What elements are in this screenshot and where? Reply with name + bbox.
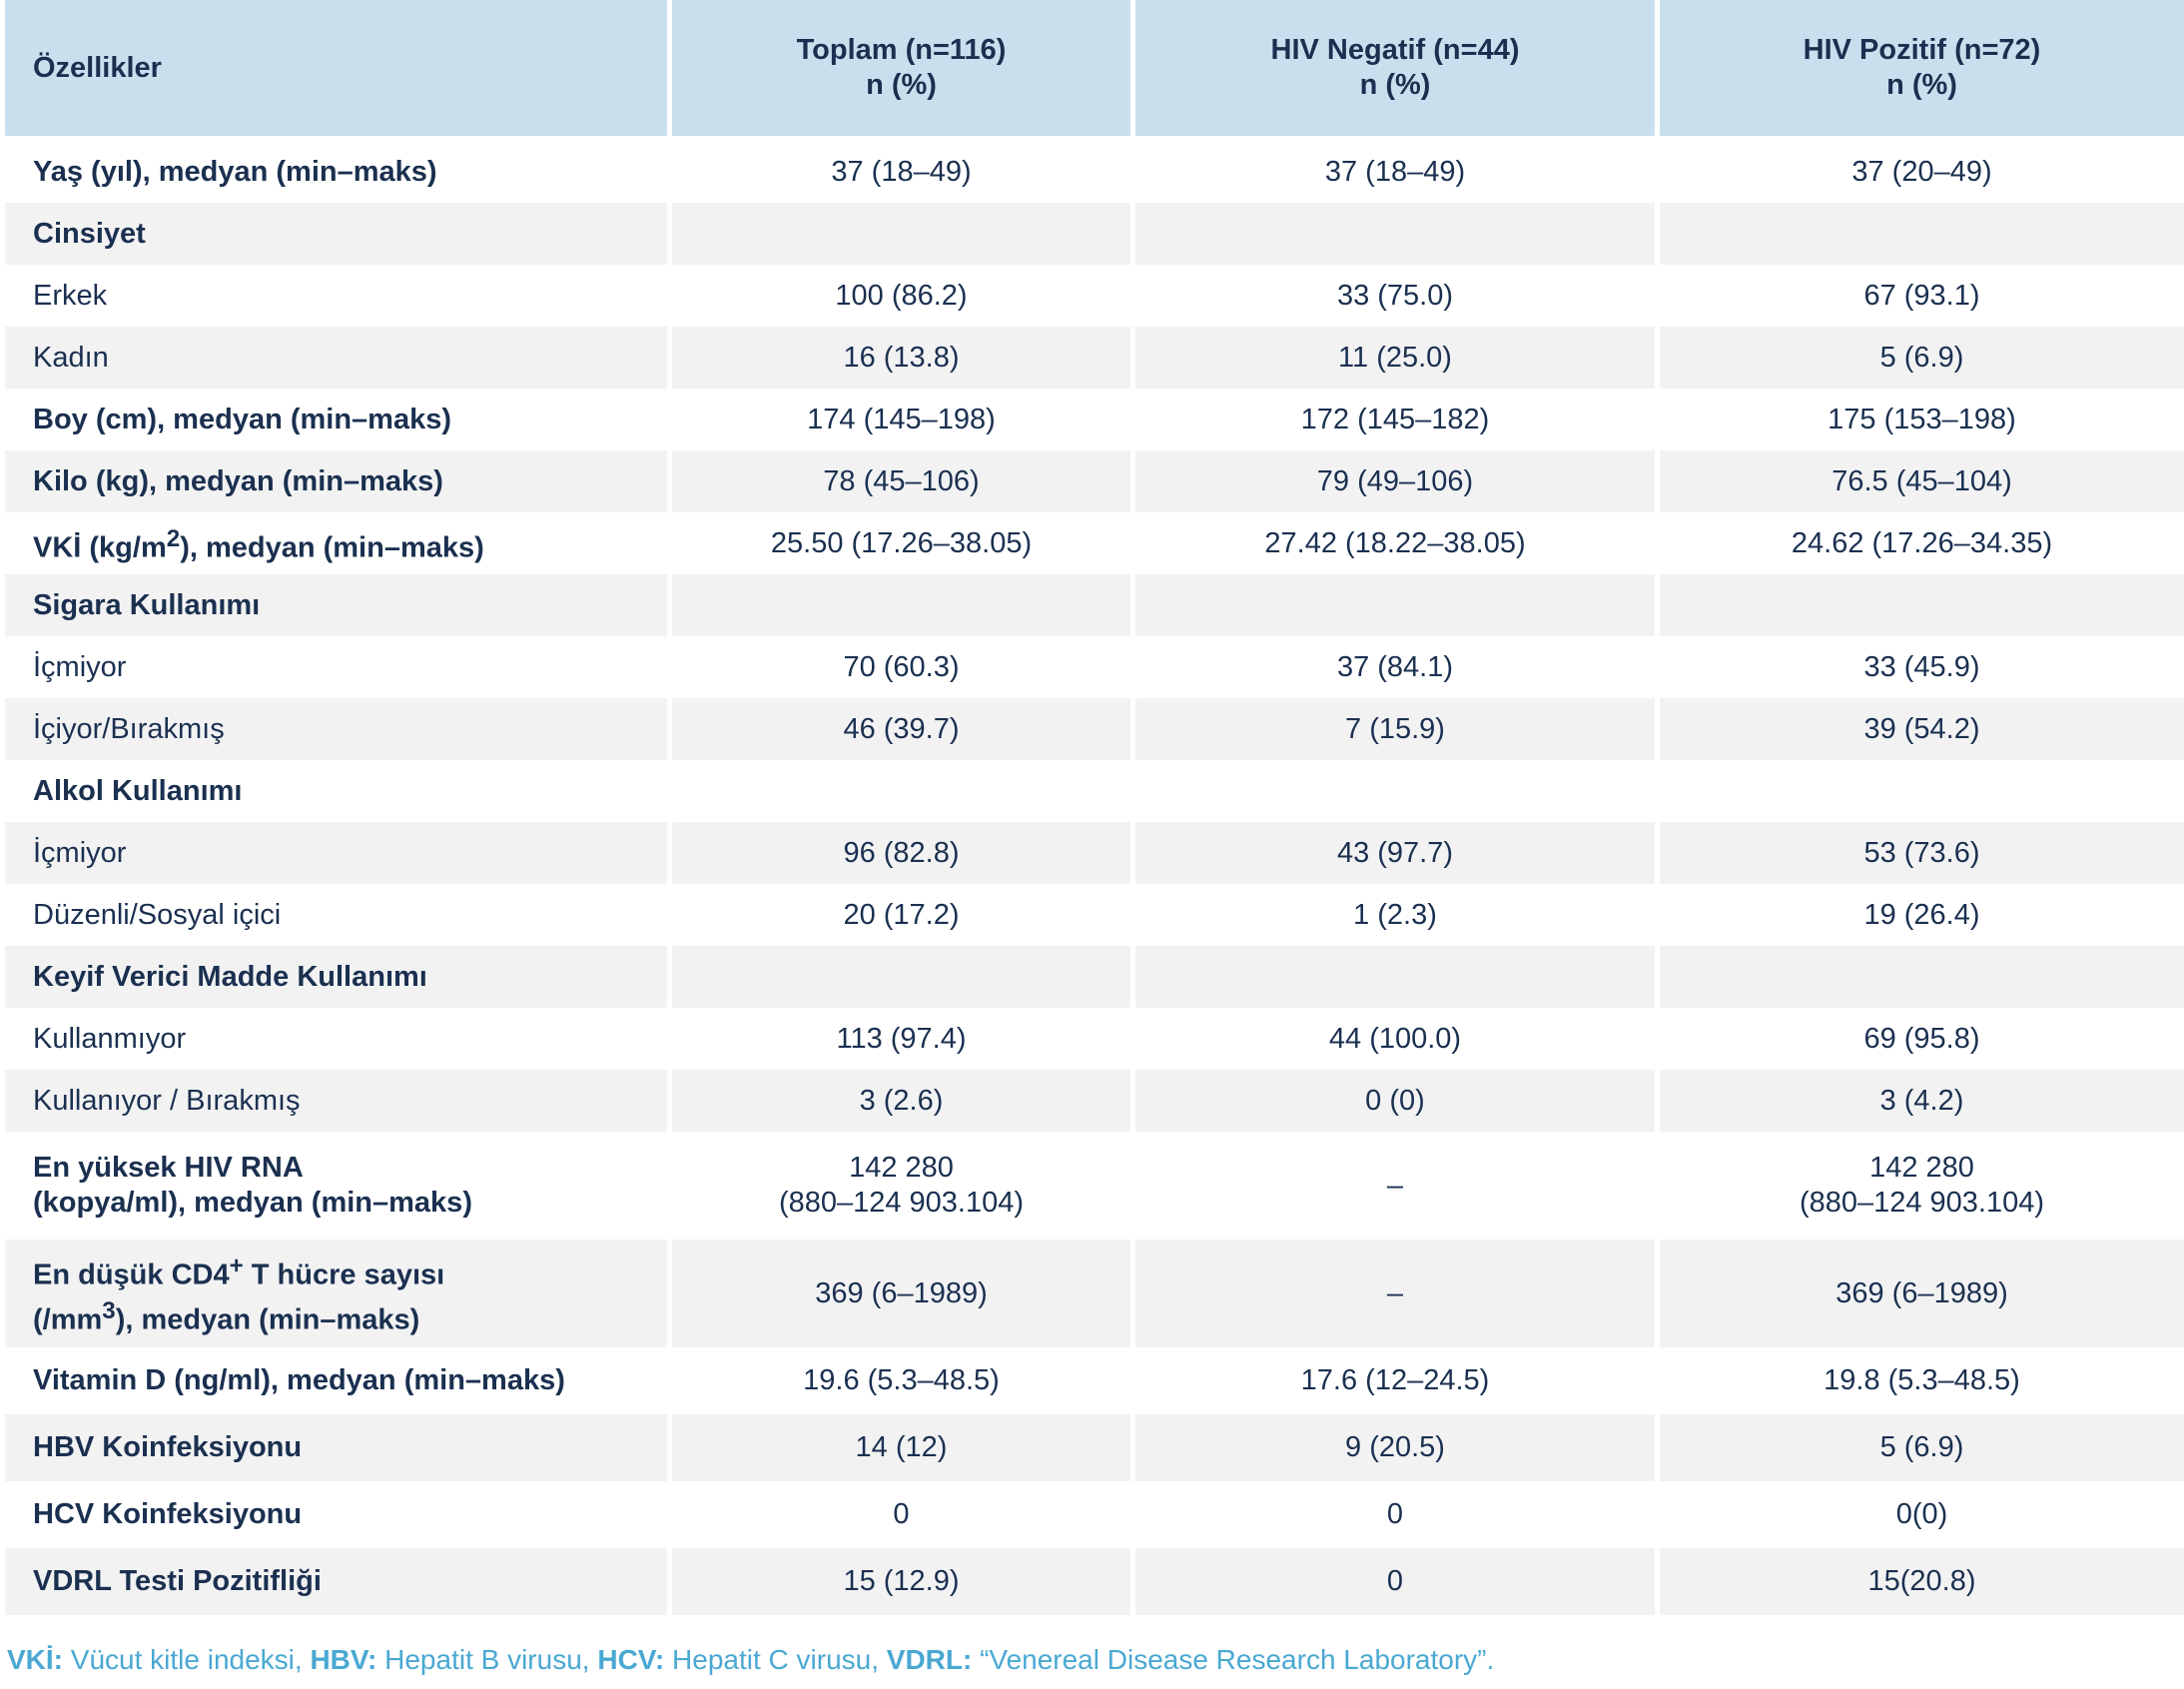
row-label: İçmiyor: [5, 636, 672, 698]
row-label: İçmiyor: [5, 822, 672, 884]
cell-total: [672, 203, 1135, 265]
row-label: VKİ $(kg/m^2)$, medyan (min–maks): [5, 512, 672, 574]
row-label: Kadın: [5, 327, 672, 389]
cell-total: 16 (13.8): [672, 327, 1135, 389]
table-row-user: [5, 1070, 2184, 1132]
header-characteristics: Özellikler: [5, 0, 672, 141]
row-label: Cinsiyet: [5, 203, 672, 265]
characteristics-table-container: [5, 0, 2184, 1615]
table-row-cd4: [5, 1240, 2184, 1347]
table-footnote: VKİ: Vücut kitle indeksi, HBV: Hepatit B virusu, HCV: Hepatit C virusu, VDRL: “Venereal Disease Research Laboratory”.: [7, 1644, 1495, 1675]
cell-negative: [1135, 946, 1660, 1008]
cell-positive: 0(0): [1660, 1481, 2184, 1548]
cell-negative: 0: [1135, 1481, 1660, 1548]
cell-total: 25.50 (17.26–38.05): [672, 512, 1135, 574]
row-label: Boy (cm), medyan (min–maks): [5, 389, 672, 450]
table-row-non-drinker: [5, 822, 2184, 884]
cell-negative: 9 (20.5): [1135, 1414, 1660, 1481]
table-row-non-user: [5, 1008, 2184, 1070]
cell-total: 78 (45–106): [672, 450, 1135, 512]
cell-total: 70 (60.3): [672, 636, 1135, 698]
cell-total: 37 (18–49): [672, 141, 1135, 203]
table-row-drinker: [5, 884, 2184, 946]
cell-positive: 33 (45.9): [1660, 636, 2184, 698]
row-label: Erkek: [5, 265, 672, 327]
header-total: Toplam (n=116) n (%): [672, 0, 1135, 141]
cell-negative: 11 (25.0): [1135, 327, 1660, 389]
table-row-alcohol-heading: [5, 760, 2184, 822]
cell-negative: 0 (0): [1135, 1070, 1660, 1132]
cell-total: 15 (12.9): [672, 1548, 1135, 1615]
cell-total: 3 (2.6): [672, 1070, 1135, 1132]
table-row-smoking-heading: [5, 574, 2184, 636]
cell-total: 0: [672, 1481, 1135, 1548]
cell-positive: [1660, 946, 2184, 1008]
cell-negative: 37 (84.1): [1135, 636, 1660, 698]
cell-total: [672, 946, 1135, 1008]
row-label: Kilo (kg), medyan (min–maks): [5, 450, 672, 512]
table-row-hbv: [5, 1414, 2184, 1481]
row-label: Sigara Kullanımı: [5, 574, 672, 636]
row-label: Kullanmıyor: [5, 1008, 672, 1070]
row-label: Kullanıyor / Bırakmış: [5, 1070, 672, 1132]
row-label: Vitamin D (ng/ml), medyan (min–maks): [5, 1347, 672, 1414]
row-label: Düzenli/Sosyal içici: [5, 884, 672, 946]
row-label: HBV Koinfeksiyonu: [5, 1414, 672, 1481]
table-row-female: [5, 327, 2184, 389]
row-label: VDRL Testi Pozitifliği: [5, 1548, 672, 1615]
characteristics-table: [5, 0, 2184, 1615]
table-row-smoker: [5, 698, 2184, 760]
cell-negative: [1135, 203, 1660, 265]
cell-negative: 27.42 (18.22–38.05): [1135, 512, 1660, 574]
cell-total: 19.6 (5.3–48.5): [672, 1347, 1135, 1414]
cell-positive: 5 (6.9): [1660, 1414, 2184, 1481]
cell-negative: 7 (15.9): [1135, 698, 1660, 760]
cell-positive: [1660, 760, 2184, 822]
cell-negative: 44 (100.0): [1135, 1008, 1660, 1070]
cell-total: 14 (12): [672, 1414, 1135, 1481]
cell-negative: –: [1135, 1132, 1660, 1240]
table-row-height: [5, 389, 2184, 450]
cell-total: 20 (17.2): [672, 884, 1135, 946]
table-row-sex-heading: [5, 203, 2184, 265]
cell-negative: 17.6 (12–24.5): [1135, 1347, 1660, 1414]
cell-positive: 175 (153–198): [1660, 389, 2184, 450]
table-row-hiv-rna: [5, 1132, 2184, 1240]
row-label: En düşük CD4+ T hücre sayısı $(/mm^3)$, medyan (min–maks): [5, 1240, 672, 1347]
cell-negative: [1135, 760, 1660, 822]
cell-positive: 15(20.8): [1660, 1548, 2184, 1615]
cell-negative: 0: [1135, 1548, 1660, 1615]
cell-positive: 76.5 (45–104): [1660, 450, 2184, 512]
cell-negative: 43 (97.7): [1135, 822, 1660, 884]
table-row-age: [5, 141, 2184, 203]
cell-total: 96 (82.8): [672, 822, 1135, 884]
table-row-vdrl: [5, 1548, 2184, 1615]
row-label: İçiyor/Bırakmış: [5, 698, 672, 760]
cell-positive: 39 (54.2): [1660, 698, 2184, 760]
cell-total: 113 (97.4): [672, 1008, 1135, 1070]
row-label: Yaş (yıl), medyan (min–maks): [5, 141, 672, 203]
row-label: HCV Koinfeksiyonu: [5, 1481, 672, 1548]
table-row-bmi: [5, 512, 2184, 574]
row-label: Keyif Verici Madde Kullanımı: [5, 946, 672, 1008]
cell-negative: 37 (18–49): [1135, 141, 1660, 203]
cell-positive: 24.62 (17.26–34.35): [1660, 512, 2184, 574]
cell-positive: 67 (93.1): [1660, 265, 2184, 327]
cell-positive: 19.8 (5.3–48.5): [1660, 1347, 2184, 1414]
cell-positive: 69 (95.8): [1660, 1008, 2184, 1070]
table-row-non-smoker: [5, 636, 2184, 698]
cell-total: 142 280 (880–124 903.104): [672, 1132, 1135, 1240]
cell-total: [672, 574, 1135, 636]
cell-total: 46 (39.7): [672, 698, 1135, 760]
table-row-hcv: [5, 1481, 2184, 1548]
cell-positive: 19 (26.4): [1660, 884, 2184, 946]
cell-positive: 369 (6–1989): [1660, 1240, 2184, 1347]
cell-total: [672, 760, 1135, 822]
cell-positive: 142 280 (880–124 903.104): [1660, 1132, 2184, 1240]
cell-total: 100 (86.2): [672, 265, 1135, 327]
cell-total: 369 (6–1989): [672, 1240, 1135, 1347]
cell-positive: 53 (73.6): [1660, 822, 2184, 884]
table-row-weight: [5, 450, 2184, 512]
cell-negative: 33 (75.0): [1135, 265, 1660, 327]
cell-negative: –: [1135, 1240, 1660, 1347]
table-row-male: [5, 265, 2184, 327]
cell-total: 174 (145–198): [672, 389, 1135, 450]
header-hiv-positive: HIV Pozitif (n=72) n (%): [1660, 0, 2184, 141]
cell-positive: [1660, 203, 2184, 265]
row-label: Alkol Kullanımı: [5, 760, 672, 822]
table-row-substance-heading: [5, 946, 2184, 1008]
table-header: [5, 0, 2184, 141]
cell-negative: 172 (145–182): [1135, 389, 1660, 450]
cell-negative: 1 (2.3): [1135, 884, 1660, 946]
header-hiv-negative: HIV Negatif (n=44) n (%): [1135, 0, 1660, 141]
cell-positive: 3 (4.2): [1660, 1070, 2184, 1132]
cell-positive: 37 (20–49): [1660, 141, 2184, 203]
cell-positive: 5 (6.9): [1660, 327, 2184, 389]
cell-positive: [1660, 574, 2184, 636]
table-row-vitamin-d: [5, 1347, 2184, 1414]
cell-negative: 79 (49–106): [1135, 450, 1660, 512]
cell-negative: [1135, 574, 1660, 636]
row-label: En yüksek HIV RNA (kopya/ml), medyan (min–maks): [5, 1132, 672, 1240]
